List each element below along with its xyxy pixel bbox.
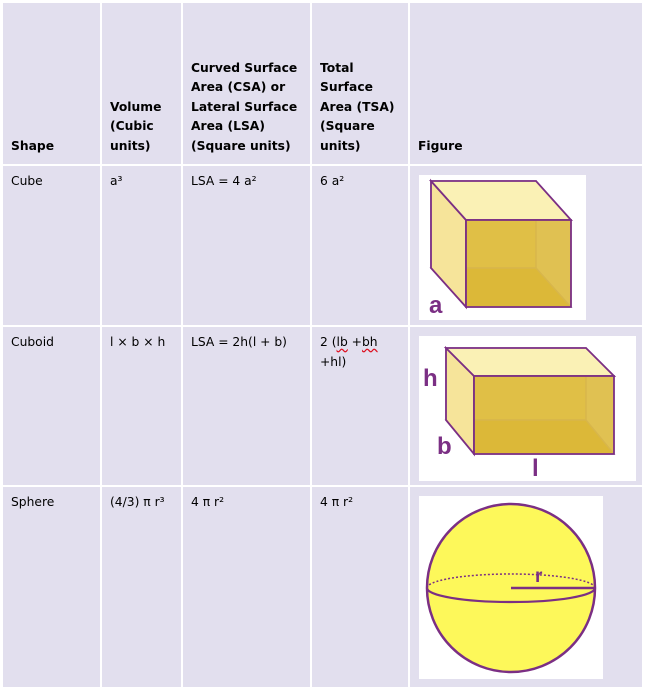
cell-csa-cube: LSA = 4 a² (183, 166, 310, 325)
header-csa: Curved Surface Area (CSA) or Lateral Surface Area (LSA) (Square units) (183, 3, 310, 164)
header-tsa: Total Surface Area (TSA) (Square units) (312, 3, 408, 164)
cell-volume-cuboid: l × b × h (102, 327, 181, 485)
cell-tsa-sphere: 4 π r² (312, 487, 408, 687)
tsa-cuboid-part3: + (347, 335, 362, 349)
tsa-cuboid-lb: lb (336, 335, 348, 349)
cell-figure-cuboid (410, 327, 642, 485)
geometry-formula-table (3, 3, 642, 687)
cell-csa-cuboid: LSA = 2h(l + b) (183, 327, 310, 485)
cuboid-length-label: l (532, 455, 539, 481)
cell-shape-sphere: Sphere (3, 487, 100, 687)
header-figure: Figure (410, 3, 642, 164)
sphere-figure (419, 496, 603, 679)
cuboid-height-label: h (423, 365, 438, 392)
cube-figure (419, 175, 586, 320)
tsa-cuboid-part5: +hl) (320, 354, 347, 369)
cell-figure-sphere (410, 487, 642, 687)
cell-tsa-cuboid (312, 327, 408, 485)
cell-volume-cube: a³ (102, 166, 181, 325)
header-volume: Volume (Cubic units) (102, 3, 181, 164)
sphere-radius-label: r (535, 566, 543, 587)
cuboid-figure (419, 336, 636, 481)
cube-side-label: a (429, 292, 443, 319)
cell-shape-cuboid: Cuboid (3, 327, 100, 485)
cell-tsa-cube: 6 a² (312, 166, 408, 325)
cell-csa-sphere: 4 π r² (183, 487, 310, 687)
tsa-cuboid-part1: 2 ( (320, 335, 337, 349)
tsa-cuboid-bh: bh (361, 335, 378, 349)
cuboid-breadth-label: b (437, 433, 452, 460)
header-shape: Shape (3, 3, 100, 164)
cell-shape-cube: Cube (3, 166, 100, 325)
cell-volume-sphere: (4/3) π r³ (102, 487, 181, 687)
cell-figure-cube (410, 166, 642, 325)
